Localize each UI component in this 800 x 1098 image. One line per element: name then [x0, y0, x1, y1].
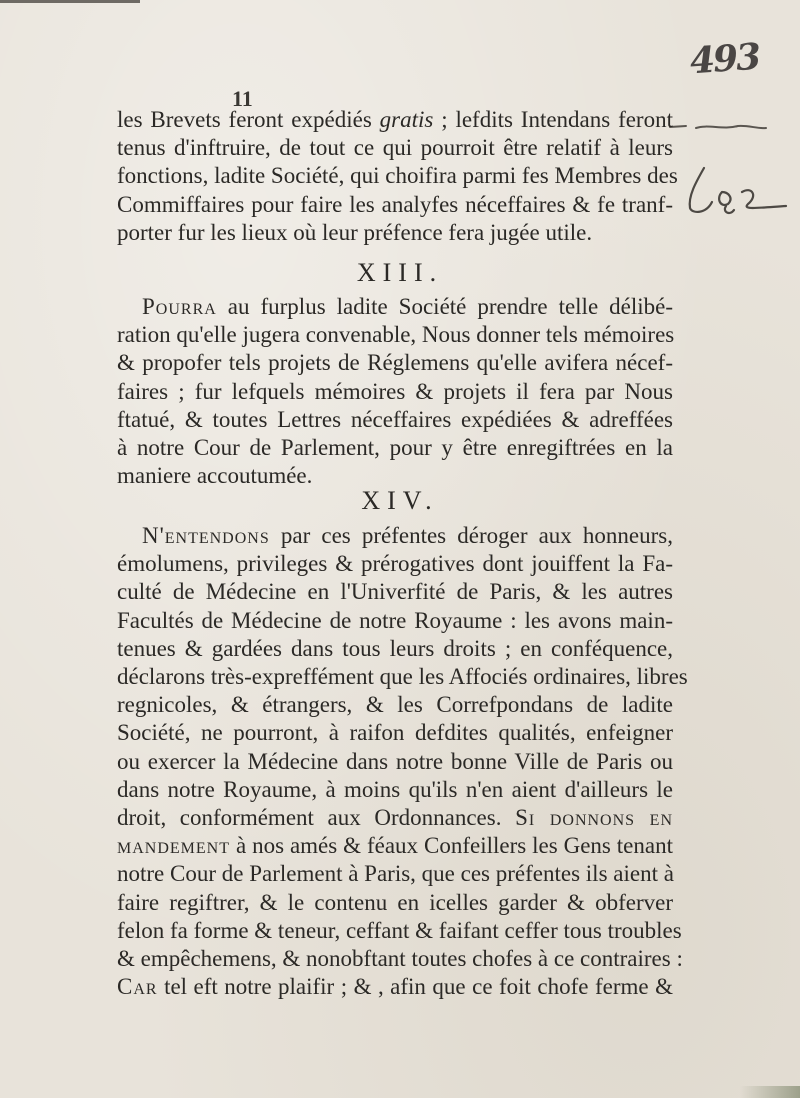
text-line: ftatué, & toutes Lettres néceffaires expédiées & adreffées	[117, 406, 673, 432]
text-line: tenues & gardées dans tous leurs droits ; en conféquence,	[117, 635, 673, 661]
bottom-edge-smudge	[740, 1086, 800, 1098]
text-line: felon fa forme & teneur, ceffant & faifant ceffer tous troubles	[117, 917, 682, 943]
text-line: dans notre Royaume, à moins qu'ils n'en aient d'ailleurs le	[117, 776, 673, 802]
article-heading-xiv: XIV.	[361, 486, 439, 515]
text-line	[117, 832, 673, 860]
text-line	[117, 106, 673, 134]
text-line: Société, ne pourront, à raifon defdites qualités, enfeigner	[117, 720, 673, 746]
italic-word: gratis	[379, 107, 434, 132]
text-line: faire regiftrer, & le contenu en icelles garder & obferver	[117, 889, 673, 915]
page-number: 11	[232, 86, 253, 111]
text-line: maniere accoutumée.	[117, 463, 313, 489]
text-segment: tel eft notre plaifir ; & , afin que ce foit chofe ferme &	[164, 974, 673, 1000]
text-line: porter fur les lieux où leur préfence fera jugée utile.	[117, 219, 593, 245]
text-segment: droit, conformément aux Ordonnances.	[117, 805, 502, 831]
text-line: culté de Médecine en l'Univerfité de Paris, & les autres	[117, 579, 673, 605]
text-line	[117, 804, 673, 832]
text-line	[117, 973, 673, 1001]
text-segment: les Brevets feront expédiés gratis ; lefdits Intendans feront	[117, 107, 673, 132]
text-line	[117, 522, 673, 550]
paragraph-brevets	[117, 106, 678, 247]
text-line: fonctions, ladite Société, qui choifira parmi fes Membres des	[117, 163, 678, 189]
text-segment: par ces préfentes déroger aux honneurs,	[280, 523, 673, 548]
text-line: Facultés de Médecine de notre Royaume : les avons main-	[117, 607, 673, 633]
text-line: déclarons très-expreffément que les Affociés ordinaires, libres	[117, 664, 688, 690]
text-line: Commiffaires pour faire les analyfes néceffaires & fe tranf-	[117, 191, 673, 217]
text-line	[117, 293, 673, 321]
text-segment: au furplus ladite Société prendre telle délibé-	[227, 294, 673, 319]
text-line: & propofer tels projets de Réglemens qu'elle avifera nécef-	[117, 350, 673, 376]
text-line: à notre Cour de Parlement, pour y être enregiftrées en la	[117, 435, 673, 461]
text-line: notre Cour de Parlement à Paris, que ces préfentes ils aient à	[117, 861, 674, 887]
handwritten-dash-annotation	[668, 120, 768, 132]
lead-word: N'entendons	[142, 523, 270, 548]
text-line: émolumens, privileges & prérogatives dont jouiffent la Fa-	[117, 551, 673, 577]
text-line: ou exercer la Médecine dans notre bonne Ville de Paris ou	[117, 748, 673, 774]
article-heading-xiii: XIII.	[356, 258, 444, 287]
lead-word: Pourra	[142, 294, 217, 319]
small-caps-phrase: mandement	[117, 833, 230, 859]
handwritten-folio-number: 493	[688, 35, 761, 83]
small-caps-phrase: Si donnons en	[515, 805, 674, 831]
text-line: faires ; fur lefquels mémoires & projets il fera par Nous	[117, 378, 673, 404]
text-line: tenus d'inftruire, de tout ce qui pourroit être relatif à leurs	[117, 135, 673, 161]
small-caps-phrase: Car	[117, 974, 158, 1000]
paragraph-pourra	[117, 293, 673, 490]
text-segment: à nos amés & féaux Confeillers les Gens tenant	[235, 833, 673, 859]
text-line: ration qu'elle jugera convenable, Nous donner tels mémoires	[117, 322, 675, 348]
text-line: regnicoles, & étrangers, & les Correfpondans de ladite	[117, 692, 673, 718]
top-edge-rule	[0, 0, 140, 3]
text-line: & empêchemens, & nonobftant toutes chofes à ce contraires :	[117, 946, 683, 972]
handwritten-marginal-note	[676, 162, 792, 218]
paragraph-n-entendons	[117, 522, 688, 1001]
